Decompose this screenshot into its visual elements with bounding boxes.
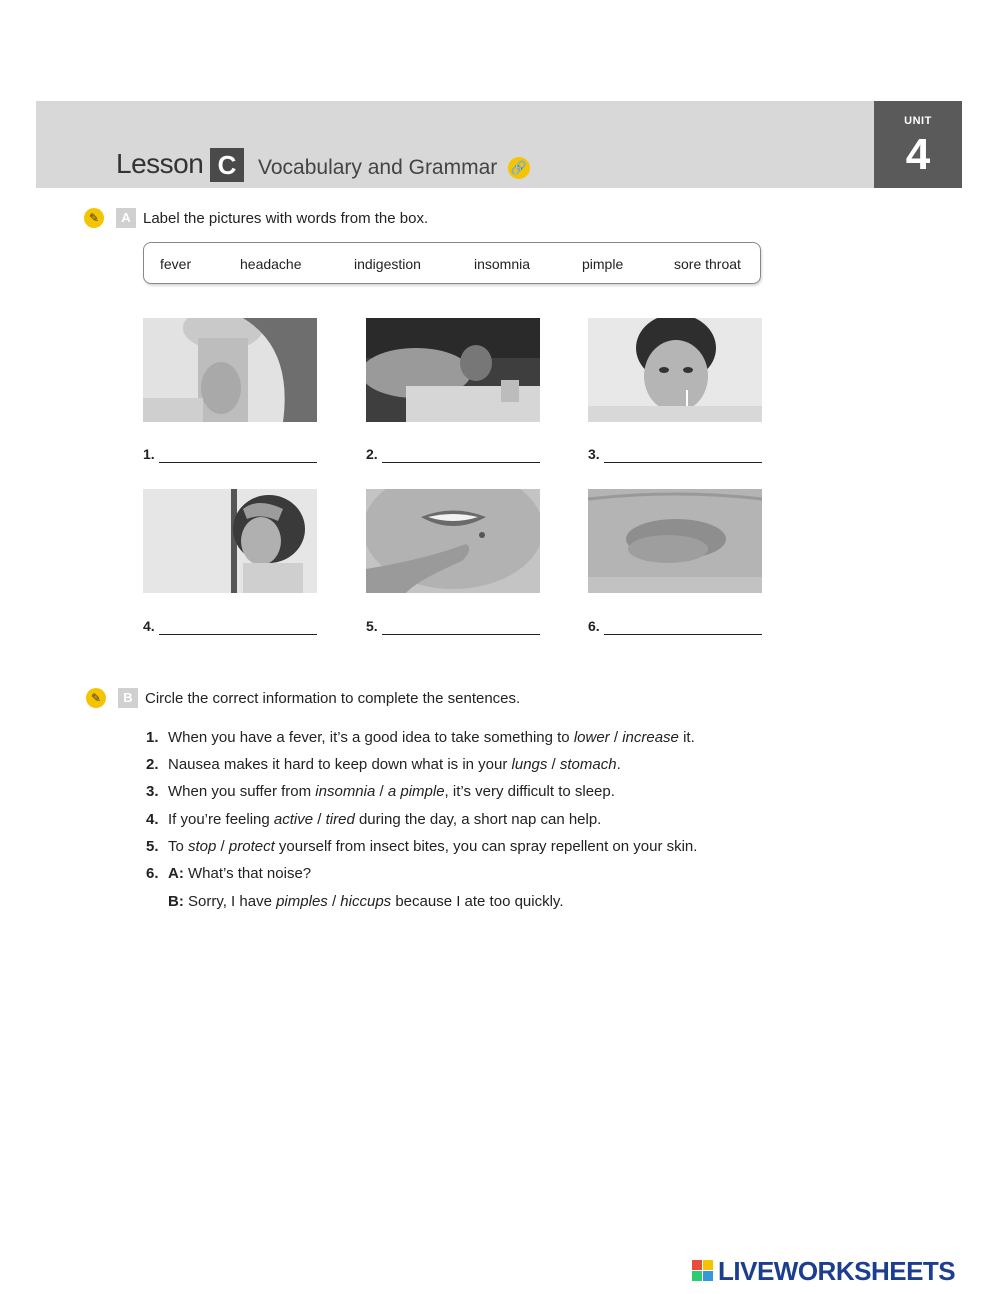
- unit-number: 4: [905, 130, 931, 179]
- answer-rule: [604, 462, 762, 463]
- unit-label: UNIT: [904, 115, 932, 127]
- answer-blank-6[interactable]: [588, 618, 762, 638]
- word-box-item: sore throat: [674, 256, 741, 272]
- option-1[interactable]: lungs: [511, 756, 548, 773]
- option-2[interactable]: stomach: [559, 756, 617, 773]
- link-icon[interactable]: 🔗: [508, 157, 530, 179]
- sentence-2: [146, 756, 621, 773]
- option-1[interactable]: lower: [573, 729, 610, 746]
- option-1[interactable]: stop: [188, 838, 217, 855]
- sore-throat-photo-icon: [143, 318, 317, 422]
- option-2[interactable]: a pimple: [387, 783, 445, 800]
- answer-blank-2[interactable]: [366, 446, 540, 466]
- option-2[interactable]: hiccups: [340, 893, 392, 910]
- word-box-item: indigestion: [354, 256, 421, 272]
- sentence-text: When you have a fever, it’s a good idea to take something to: [168, 729, 574, 746]
- section-a-letter: A: [116, 208, 136, 228]
- indigestion-photo-icon: [588, 489, 762, 593]
- sentence-text: What’s that noise?: [183, 865, 312, 882]
- logo-text: LIVEWORKSHEETS: [718, 1256, 956, 1286]
- unit-box: [874, 101, 962, 188]
- answer-blank-4[interactable]: [143, 618, 317, 638]
- word-box: [143, 242, 761, 284]
- answer-blank-1[interactable]: [143, 446, 317, 466]
- option-separator: /: [375, 783, 388, 800]
- logo-icon: [692, 1260, 714, 1282]
- word-box-item: pimple: [582, 256, 624, 272]
- edit-icon: ✎: [84, 208, 104, 228]
- answer-number: 6.: [588, 618, 600, 634]
- option-separator: /: [313, 811, 326, 828]
- sentence-text: When you suffer from: [168, 783, 316, 800]
- sentence-number: 1.: [146, 729, 159, 746]
- answer-rule: [159, 462, 317, 463]
- sentence-1: [146, 729, 695, 746]
- speaker-b-label: B:: [168, 893, 184, 910]
- sentence-text: yourself from insect bites, you can spray repellent on your skin.: [274, 838, 698, 855]
- sentence-number: 3.: [146, 783, 159, 800]
- section-b-instruction: Circle the correct information to complete the sentences.: [145, 690, 521, 707]
- sentence-4: [146, 811, 601, 828]
- option-separator: /: [609, 729, 623, 746]
- option-separator: /: [216, 838, 229, 855]
- answer-blank-3[interactable]: [588, 446, 762, 466]
- section-a-instruction: Label the pictures with words from the box.: [143, 210, 429, 227]
- sentence-text: If you’re feeling: [168, 811, 274, 828]
- logo-square: [692, 1260, 702, 1270]
- sentence-number: 6.: [146, 865, 159, 882]
- sentence-text: .: [616, 756, 621, 773]
- sentence-text: Sorry, I have: [183, 893, 277, 910]
- answer-blank-5[interactable]: [366, 618, 540, 638]
- pimple-photo-icon: [366, 489, 540, 593]
- sentence-number: 5.: [146, 838, 159, 855]
- sentence-text: To: [168, 838, 189, 855]
- logo-square: [703, 1271, 713, 1281]
- speaker-a-label: A:: [168, 865, 184, 882]
- answer-rule: [382, 462, 540, 463]
- sentence-number: 2.: [146, 756, 159, 773]
- lesson-letter-badge: C: [210, 148, 244, 182]
- logo-square: [703, 1260, 713, 1270]
- sentence-6-a: [146, 865, 311, 882]
- option-1[interactable]: pimples: [276, 893, 328, 910]
- option-1[interactable]: active: [273, 811, 314, 828]
- answer-rule: [382, 634, 540, 635]
- sentence-3: [146, 783, 615, 800]
- insomnia-photo-icon: [366, 318, 540, 422]
- answer-number: 2.: [366, 446, 378, 462]
- lesson-title: Lesson: [116, 148, 204, 179]
- sentence-text: , it’s very difficult to sleep.: [444, 783, 615, 800]
- headache-photo-icon: [143, 489, 317, 593]
- section-b-letter: B: [118, 688, 138, 708]
- sentence-text: during the day, a short nap can help.: [354, 811, 602, 828]
- option-2[interactable]: increase: [622, 729, 679, 746]
- sentence-6-b: [168, 893, 563, 910]
- option-separator: /: [327, 893, 341, 910]
- edit-icon: ✎: [86, 688, 106, 708]
- word-box-item: headache: [240, 256, 302, 272]
- sentence-text: it.: [678, 729, 695, 746]
- answer-rule: [159, 634, 317, 635]
- lesson-subtitle: Vocabulary and Grammar: [258, 156, 498, 179]
- sentence-number: 4.: [146, 811, 159, 828]
- answer-number: 3.: [588, 446, 600, 462]
- sentence-5: [146, 838, 697, 855]
- answer-number: 4.: [143, 618, 155, 634]
- word-box-item: fever: [160, 256, 192, 272]
- answer-rule: [604, 634, 762, 635]
- word-box-item: insomnia: [474, 256, 531, 272]
- sentence-text: Nausea makes it hard to keep down what is in your: [168, 756, 512, 773]
- option-2[interactable]: tired: [325, 811, 355, 828]
- sentence-text: because I ate too quickly.: [391, 893, 564, 910]
- answer-number: 5.: [366, 618, 378, 634]
- logo-square: [692, 1271, 702, 1281]
- option-1[interactable]: insomnia: [315, 783, 376, 800]
- answer-number: 1.: [143, 446, 155, 462]
- option-separator: /: [547, 756, 560, 773]
- fever-photo-icon: [588, 318, 762, 422]
- option-2[interactable]: protect: [228, 838, 275, 855]
